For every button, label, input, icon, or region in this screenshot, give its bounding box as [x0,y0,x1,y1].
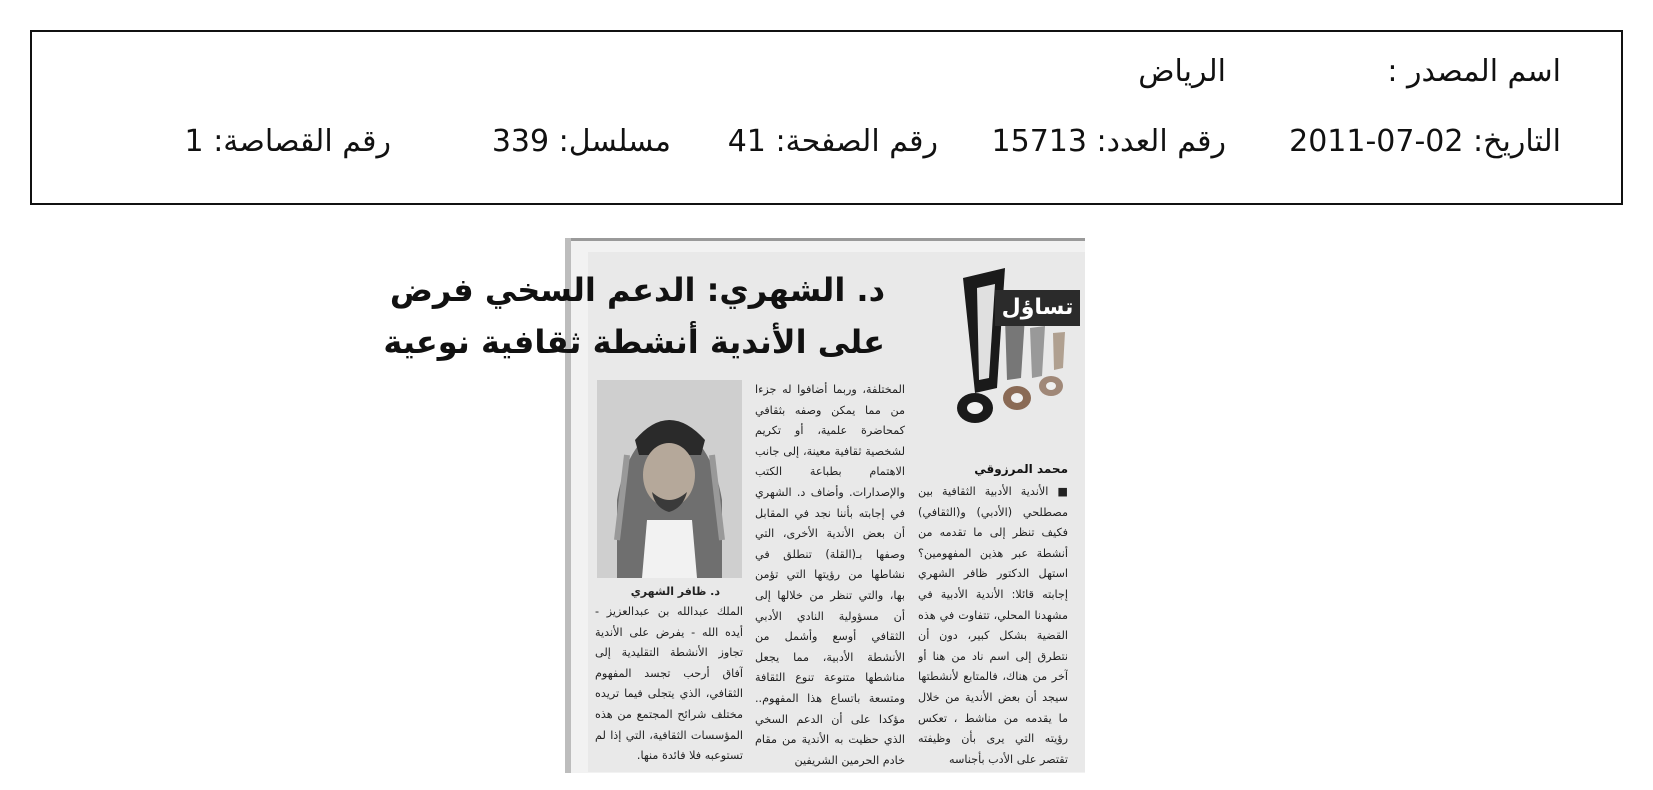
clipping-metadata-box [30,30,1623,205]
source-value: الرياض [1138,54,1226,89]
issue-value: 15713 [991,124,1087,159]
date-value: 2011-07-02 [1289,124,1464,159]
page-field [728,124,938,159]
article-column-middle: المختلفة، وربما أضافوا له جزءا من مما يمكن وصفه بثقافي كمحاضرة علمية، أو تكريم لشخصية ثقافية معينة، إلى جانب الاهتمام بطباعة الكتب والإصدارات. وأضاف د. الشهري في إجابته بأننا نجد في المقابل أن بعض الأندية الأخرى، التي وصفها بـ(القلة) تنطلق في نشاطها من رؤيتها التي تؤمن بها، والتي تنظر من خلالها إلى أن مسؤولية النادي الأدبي الثقافي أوسع وأشمل من الأنشطة الأدبية، مما يجعل مناشطها متنوعة تنوع الثقافة ومتسعة باتساع هذا المفهوم.. مؤكدا على أن الدعم السخي الذي حظيت به الأندية من مقام خادم الحرمين الشريفين [755,383,905,767]
page-value: 41 [727,124,766,159]
clip-value: 1 [184,124,204,159]
serial-label: مسلسل: [558,124,671,159]
date-field [1289,124,1561,159]
date-label: التاريخ: [1473,124,1561,159]
question-mark-graphic [935,258,1085,433]
article-headline-line-1: د. الشهري: الدعم السخي فرض [389,271,885,309]
clip-field [185,124,391,159]
article-column-right: ■ الأندية الأدبية الثقافية بين مصطلحي (الأدبي) و(الثقافي) فكيف تنظر إلى ما تقدمه من أنشطة عبر هذين المفهومين؟ استهل الدكتور ظافر الشهري إجابته قائلا: الأندية الأدبية في مشهدنا المحلي، تتفاوت في هذه القضية بشكل كبير، دون أن نتطرق إلى اسم ناد من هنا أو آخر من هناك، فالمتابع لأنشطتها سيجد أن بعض الأندية من خلال ما يقدمه من مناشط ، تعكس رؤيته التي يرى بأن وظيفته تقتصر على الأدب بأجناسه [918,485,1068,766]
source-value-row [1138,54,1226,89]
issue-field [992,124,1226,159]
serial-value: 339 [491,124,550,159]
portrait-graphic [597,380,742,578]
section-logo [935,258,1085,433]
serial-field [492,124,671,159]
byline: محمد المرزوقي [974,462,1068,476]
author-photo [597,380,742,578]
clip-label: رقم القصاصة: [213,124,391,159]
section-logo-text: تساؤل [995,290,1080,326]
source-row [1387,54,1561,89]
article-column-left: الملك عبدالله بن عبدالعزيز - أيده الله - يفرض على الأندية تجاوز الأنشطة التقليدية إلى آفاق أرحب تجسد المفهوم الثقافي، الذي يتجلى فيما تريده مختلف شرائح المجتمع من هذه المؤسسات الثقافية، التي إذا لم تستوعبه فلا فائدة منها. [595,605,743,763]
clipping-left-border [565,238,571,773]
page-label: رقم الصفحة: [775,124,938,159]
clipping-top-rule [565,238,1085,241]
article-headline-line-2: على الأندية أنشطة ثقافية نوعية [383,323,885,361]
photo-caption: د. ظافر الشهري [630,585,720,598]
source-label: اسم المصدر : [1387,54,1561,89]
issue-label: رقم العدد: [1096,124,1226,159]
